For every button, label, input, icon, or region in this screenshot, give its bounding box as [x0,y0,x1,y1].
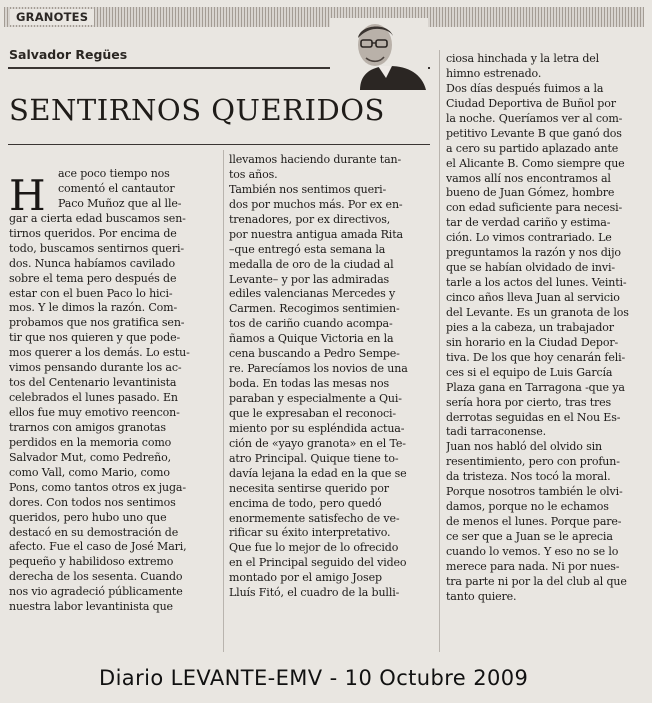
text-line: estar con el buen Paco lo hici- [9,286,173,300]
text-line: Ciudad Deportiva de Buñol por [446,96,616,110]
section-label: GRANOTES [10,9,94,25]
text-line: ciosa hinchada y la letra del [446,52,600,65]
text-line: encima de todo, pero quedó [229,496,382,510]
text-line: Paco Muñoz que al lle- [58,196,182,210]
text-line: vamos allí nos encontramos al [446,171,611,185]
text-line: boda. En todas las mesas nos [229,377,390,391]
text-line: el Alicante B. Como siempre que [446,156,625,170]
text-line: dos por muchos más. Por ex en- [229,197,403,211]
text-line: tos del Centenario levantinista [9,376,177,390]
text-line: También nos sentimos queri- [229,182,387,196]
text-line: tiva. De los que hoy cenarán feli- [446,350,626,364]
text-line: tarle a los actos del lunes. Veinti- [446,276,627,290]
text-line: derecha de los sesenta. Cuando [9,570,183,584]
text-line: tos años. [229,167,278,181]
text-line: en el Principal seguido del video [229,556,407,570]
text-line: sin horario en la Ciudad Depor- [446,335,619,349]
text-line: a cero su partido aplazado ante [446,141,619,155]
text-line: gar a cierta edad buscamos sen- [9,211,186,225]
text-line: Levante– y por las admiradas [229,272,390,286]
text-line: miento por su espléndida actua- [229,421,405,435]
text-line: petitivo Levante B que ganó dos [446,126,622,140]
text-line: que le expresaban el reconoci- [229,406,396,420]
column-1 [9,167,190,615]
text-line: bueno de Juan Gómez, hombre [446,186,615,200]
text-line: rificar su éxito interpretativo. [229,526,391,540]
text-line: Salvador Mut, como Pedreño, [9,450,171,464]
text-line: Carmen. Recogimos sentimien- [229,302,400,316]
text-line: queridos, pero hubo uno que [9,510,167,524]
text-line: Lluís Fitó, el cuadro de la bulli- [229,586,400,600]
text-line: trarnos con amigos granotas [9,420,166,434]
text-line: comentó el cantautor [58,181,175,195]
text-line: mos. Y le dimos la razón. Com- [9,301,178,315]
text-line: ace poco tiempo nos [58,167,170,180]
author-photo [330,18,428,90]
text-line: derrotas seguidas en el Nou Es- [446,410,621,424]
text-line: todo, buscamos sentirnos queri- [9,241,184,255]
text-line: re. Parecíamos los novios de una [229,362,408,376]
text-line: pequeño y habilidoso extremo [9,555,174,569]
text-line: Pons, como tantos otros ex juga- [9,480,186,494]
text-line: la noche. Queríamos ver al com- [446,111,623,125]
text-line: Dos días después fuimos a la [446,81,604,95]
column-separator [223,150,224,652]
text-line: ediles valencianas Mercedes y [229,287,396,301]
text-line: afecto. Fue el caso de José Mari, [9,540,187,554]
text-line: Plaza gana en Tarragona -que ya [446,380,625,394]
text-line: del Levante. Es un granota de los [446,305,629,319]
text-line: cena buscando a Pedro Sempe- [229,347,400,361]
text-line: tadi tarraconense. [446,425,546,439]
text-line: cinco años lleva Juan al servicio [446,291,620,304]
text-line: destacó en su demostración de [9,525,179,539]
text-line: ción de «yayo granota» en el Te- [229,436,406,450]
text-line: da tristeza. Nos tocó la moral. [446,470,611,484]
text-line: medalla de oro de la ciudad al [229,257,394,271]
text-line: que se habían olvidado de invi- [446,261,615,275]
text-line: necesita sentirse querido por [229,481,389,495]
text-line: de menos el lunes. Porque pare- [446,515,622,529]
text-line: por nuestra antigua amada Rita [229,227,403,241]
text-line: tanto quiere. [446,589,517,603]
text-line: llevamos haciendo durante tan- [229,153,402,166]
text-line: tir que nos quieren y que pode- [9,331,181,345]
text-line: mos querer a los demás. Lo estu- [9,346,190,360]
headline-rule [8,144,430,145]
text-line: nos vio agradeció públicamente [9,585,183,599]
text-line: Porque nosotros también le olvi- [446,485,623,499]
header-band [4,7,644,27]
text-line: tar de verdad cariño y estima- [446,216,611,230]
text-line: damos, porque no le echamos [446,500,609,514]
text-line: perdidos en la memoria como [9,435,172,449]
text-line: enormemente satisfecho de ve- [229,511,400,525]
text-line: –que entregó esta semana la [229,242,386,256]
text-line: atro Principal. Quique tiene to- [229,451,399,465]
column-2 [229,153,408,601]
author-byline: Salvador Regües [9,47,128,62]
text-line: paraban y especialmente a Qui- [229,392,402,405]
column-3 [446,52,629,605]
text-line: probamos que nos gratifica sen- [9,316,185,330]
source-caption: Diario LEVANTE-EMV - 10 Octubre 2009 [99,666,529,690]
text-line: sería hora por cierto, tras tres [446,395,612,409]
text-line: celebrados el lunes pasado. En [9,391,178,405]
headline: SENTIRNOS QUERIDOS [9,93,385,127]
text-line: ce ser que a Juan se le aprecia [446,530,613,543]
text-line: ción. Lo vimos contrariado. Le [446,231,612,245]
text-line: himno estrenado. [446,66,542,80]
text-line: como Vall, como Mario, como [9,465,170,479]
text-line: Que fue lo mejor de lo ofrecido [229,541,399,555]
text-line: ces si el equipo de Luis García [446,365,613,379]
text-line: dos. Nunca habíamos cavilado [9,256,175,270]
text-line: pies a la cabeza, un trabajador [446,320,614,334]
text-line: dores. Con todos nos sentimos [9,495,176,509]
text-line: sobre el tema pero después de [9,271,177,285]
text-line: preguntamos la razón y nos dijo [446,246,621,260]
column-separator [439,50,440,652]
text-line: nuestra labor levantinista que [9,600,173,614]
text-line: tos de cariño cuando acompa- [229,317,393,331]
text-line: cuando lo vemos. Y eso no se lo [446,544,619,558]
text-line: ñamos a Quique Victoria en la [229,332,394,346]
text-line: vimos pensando durante los ac- [9,361,182,375]
drop-cap: H [9,171,46,220]
text-line: davía lejana la edad en la que se [229,466,407,480]
text-line: ellos fue muy emotivo reencon- [9,406,180,419]
text-line: trenadores, por ex directivos, [229,212,391,226]
text-line: tirnos queridos. Por encima de [9,226,177,240]
text-line: con edad suficiente para necesi- [446,201,623,215]
text-line: merece para nada. Ni por nues- [446,559,620,573]
text-line: resentimiento, pero con profun- [446,455,620,469]
text-line: montado por el amigo Josep [229,571,382,585]
text-line: Juan nos habló del olvido sin [446,440,602,454]
text-line: tra parte ni por la del club al que [446,574,627,588]
